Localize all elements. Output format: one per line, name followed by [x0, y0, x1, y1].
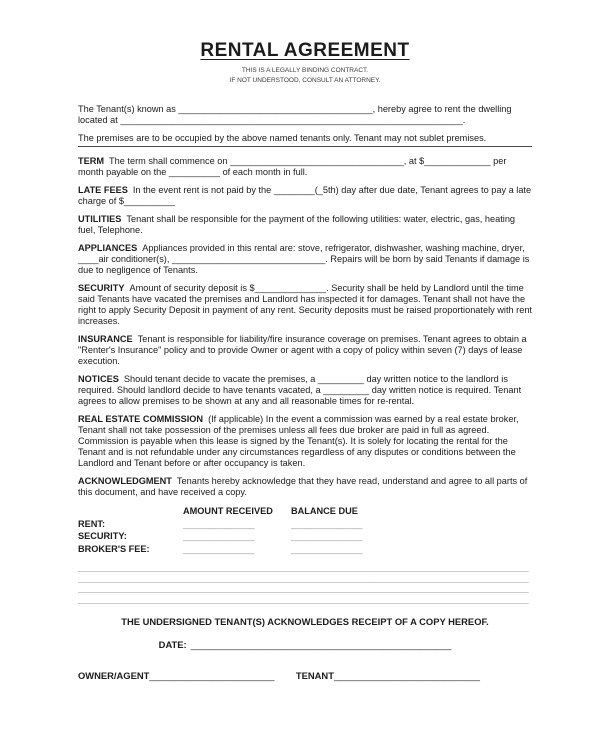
section-term [78, 156, 532, 178]
section-notices [78, 374, 532, 407]
amounts-table [78, 505, 532, 555]
date-label: DATE: [158, 638, 187, 650]
section-premises-text: The premises are to be occupied by the above named tenants only. Tenant may not sublet premises. [78, 133, 487, 144]
section-appliances-label: APPLIANCES [78, 243, 138, 254]
section-intro [78, 104, 532, 126]
section-late-fees-label: LATE FEES [78, 185, 128, 196]
section-premises [78, 133, 532, 144]
table-header-amount-received: AMOUNT RECEIVED [183, 506, 273, 517]
blank-fill-line: __________________________________________________________________________________________ [78, 594, 529, 604]
section-security [78, 283, 532, 327]
section-notices-label: NOTICES [78, 374, 119, 385]
table-row [78, 518, 532, 531]
table-row-label: RENT: [78, 518, 106, 529]
subtitle-line-1: THIS IS A LEGALLY BINDING CONTRACT. [241, 67, 369, 74]
table-row-label: BROKER'S FEE: [78, 543, 150, 554]
section-late-fees-text: In the event rent is not paid by the ________(_5th) day after due date, Tenant agrees to pay a late charge of $__________ [78, 185, 532, 207]
divider-line [78, 146, 532, 147]
owner-agent-signature [78, 670, 296, 681]
tenant-label: TENANT [295, 669, 334, 681]
section-appliances [78, 243, 532, 276]
balance-due-blank: ______________ [291, 518, 363, 529]
section-insurance-label: INSURANCE [78, 334, 133, 345]
owner-agent-blank: ________________________ [149, 669, 275, 681]
section-utilities-text: Tenant shall be responsible for the payment of the following utilities: water, electric, gas, heating fuel, Telephone. [78, 214, 516, 236]
section-real-estate-commission-text: (If applicable) In the event a commission was earned by a real estate broker, Tenant shall not take possession of the premises unless all fees due broker are paid in full as agreed. Commission is payable when this lease is signed by the Tenant(s). It is solely for locating the rental for the Tenant and is not refundable under any circumstances regardless of any disputes or conditions between the Landlord and Tenant before or after occupancy is taken. [78, 414, 519, 469]
date-blank: __________________________________________________ [190, 638, 452, 650]
section-utilities [78, 214, 532, 236]
section-term-text: The term shall commence on __________________________________, at $_____________ per month payable on the __________ of each month in full. [78, 156, 507, 178]
amount-received-blank: ______________ [183, 543, 255, 554]
amount-received-blank: ______________ [183, 531, 255, 542]
balance-due-blank: ______________ [291, 531, 363, 542]
balance-due-blank: ______________ [291, 543, 363, 554]
section-intro-text: The Tenant(s) known as ______________________________________, hereby agree to rent the dwelling located at ___________________________________________________________________. [78, 104, 512, 126]
tenant-signature [296, 670, 532, 681]
receipt-acknowledgement-line: THE UNDERSIGNED TENANT(S) ACKNOWLEDGES RECEIPT OF A COPY HEREOF. [121, 615, 489, 627]
table-row [78, 543, 532, 556]
section-real-estate-commission [78, 414, 532, 469]
tenant-blank: ____________________________ [333, 669, 480, 681]
table-header-row [78, 505, 532, 518]
blank-fill-line: __________________________________________________________________________________________ [78, 573, 529, 583]
section-security-label: SECURITY [78, 283, 125, 294]
section-security-text: Amount of security deposit is $______________. Security shall be held by Landlord until the time said Tenants have vacated the premises and Landlord has inspected it for damages. Tenant shall not have the right to apply Security Deposit in payment of any rent. Security deposits must be raised proportionately with rent increases. [78, 283, 532, 327]
blank-fill-line: __________________________________________________________________________________________ [78, 563, 529, 573]
section-term-label: TERM [78, 156, 105, 167]
section-acknowledgment-label: ACKNOWLEDGMENT [78, 476, 172, 487]
section-acknowledgment [78, 476, 532, 498]
section-insurance-text: Tenant is responsible for liability/fire insurance coverage on premises. Tenant agrees to obtain a "Renter's Insurance" policy and to provide Owner or agent with a copy of policy within seven (7) days of lease execution. [78, 334, 527, 367]
table-header-balance-due: BALANCE DUE [291, 506, 358, 517]
document-subtitle [78, 66, 532, 86]
section-insurance [78, 334, 532, 367]
date-row [78, 639, 532, 650]
table-header-spacer [78, 505, 183, 518]
owner-agent-label: OWNER/AGENT [78, 669, 150, 681]
section-utilities-label: UTILITIES [78, 214, 122, 225]
section-late-fees [78, 185, 532, 207]
section-real-estate-commission-label: REAL ESTATE COMMISSION [78, 414, 204, 425]
document-title: RENTAL AGREEMENT [200, 40, 410, 61]
section-notices-text: Should tenant decide to vacate the premises, a _________ day written notice to the landlord is required. Should landlord decide to have tenants vacated, a _________ day written notice is required. Tenant agrees to allow premises to be shown at any and all reasonable times for re-rental. [78, 374, 522, 407]
signature-row [78, 670, 532, 681]
section-appliances-text: Appliances provided in this rental are: stove, refrigerator, dishwasher, washing machine, dryer, ____air conditioner(s), ______________________________. Repairs will be born by said Tenants if damage is due to negligence of Tenants. [78, 243, 530, 276]
table-row-label: SECURITY: [78, 531, 127, 542]
blank-fill-line: __________________________________________________________________________________________ [78, 584, 529, 594]
table-row [78, 530, 532, 543]
section-acknowledgment-text: Tenants hereby acknowledge that they have read, understand and agree to all parts of this document, and have received a copy. [78, 476, 528, 498]
subtitle-line-2: IF NOT UNDERSTOOD, CONSULT AN ATTORNEY. [229, 77, 381, 85]
amount-received-blank: ______________ [183, 518, 255, 529]
